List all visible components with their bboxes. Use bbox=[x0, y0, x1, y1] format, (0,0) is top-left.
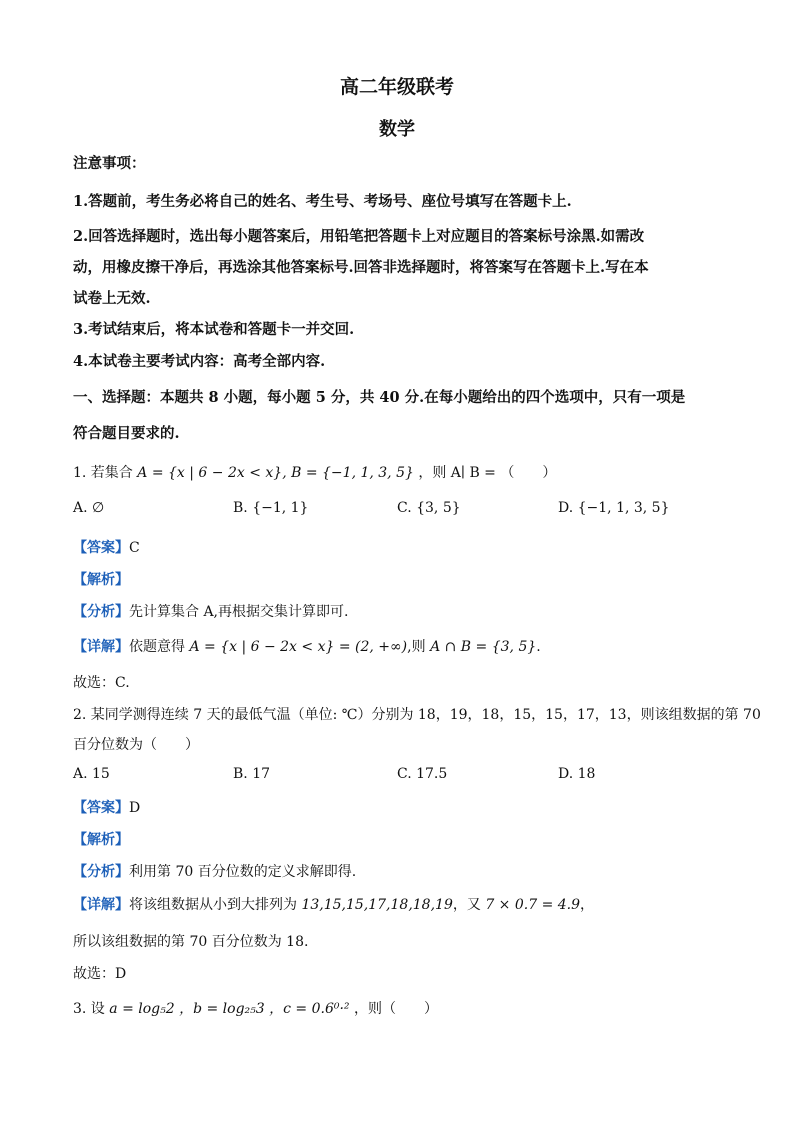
q1-option-a: A. ∅ bbox=[73, 500, 105, 516]
q1-answer bbox=[73, 537, 140, 557]
q1-option-b: B. {−1, 1} bbox=[233, 500, 309, 516]
q1-suffix: ，则 A∣ B = （ ） bbox=[418, 465, 557, 481]
q1-analysis bbox=[73, 569, 129, 589]
notice-2-cont: 动，用橡皮擦干净后，再选涂其他答案标号.回答非选择题时，将答案写在答题卡上.写在本 bbox=[73, 259, 649, 276]
q1-option-d: D. {−1, 1, 3, 5} bbox=[558, 500, 670, 516]
q2-option-b: B. 17 bbox=[233, 766, 271, 782]
q2-fenxi bbox=[73, 861, 356, 881]
q2-analysis bbox=[73, 829, 129, 849]
q2-detail bbox=[73, 894, 594, 914]
question-1 bbox=[73, 462, 556, 482]
q1-analysis-tag: 【解析】 bbox=[73, 572, 129, 588]
q1-detail-end: . bbox=[536, 639, 541, 655]
notice-3: 3.考试结束后，将本试卷和答题卡一并交回. bbox=[73, 321, 355, 338]
q2-option-d: D. 18 bbox=[558, 766, 596, 782]
q2-analysis-tag: 【解析】 bbox=[73, 832, 129, 848]
q1-fenxi bbox=[73, 601, 348, 621]
exam-title: 高二年级联考 bbox=[339, 76, 454, 98]
q2-detail-tag: 【详解】 bbox=[73, 897, 129, 913]
q2-option-c: C. 17.5 bbox=[397, 766, 448, 782]
q2-fenxi-text: 利用第 70 百分位数的定义求解即得. bbox=[129, 864, 357, 880]
q1-detail-math: A = {x | 6 − 2x < x} = (2, +∞) bbox=[189, 639, 408, 655]
q1-detail-prefix: 依题意得 bbox=[129, 639, 185, 655]
q1-prefix: 1. 若集合 bbox=[73, 465, 133, 481]
q1-fenxi-tag: 【分析】 bbox=[73, 604, 129, 620]
q2-answer-tag: 【答案】 bbox=[73, 800, 129, 816]
question-2-line2: 百分位数为（ ） bbox=[73, 737, 199, 753]
question-3 bbox=[73, 998, 438, 1018]
q2-answer bbox=[73, 797, 140, 817]
q1-detail-math2: A ∩ B = {3, 5} bbox=[430, 639, 537, 655]
notice-2-end: 试卷上无效. bbox=[73, 290, 151, 307]
q2-detail-line2: 所以该组数据的第 70 百分位数为 18. bbox=[73, 934, 309, 950]
q2-detail-mid: ，又 bbox=[452, 897, 481, 913]
q1-math: A = {x | 6 − 2x < x}, B = {−1, 1, 3, 5} bbox=[137, 465, 414, 481]
q2-detail-math2: 7 × 0.7 = 4.9 bbox=[485, 897, 581, 913]
q2-option-a: A. 15 bbox=[73, 766, 110, 782]
q2-answer-value: D bbox=[129, 800, 141, 816]
q1-option-c: C. {3, 5} bbox=[397, 500, 461, 516]
exam-subject: 数学 bbox=[379, 119, 415, 140]
q1-answer-value: C bbox=[129, 540, 140, 556]
notice-1: 1.答题前，考生务必将自己的姓名、考生号、考场号、座位号填写在答题卡上. bbox=[73, 193, 572, 210]
q2-detail-math: 13,15,15,17,18,18,19 bbox=[301, 897, 453, 913]
q1-detail-tag: 【详解】 bbox=[73, 639, 129, 655]
q3-math: a = log₅2 ，b = log₂₅3 ，c = 0.6⁰·² bbox=[109, 1001, 350, 1017]
question-2-line1: 2. 某同学测得连续 7 天的最低气温（单位: ℃）分别为 18，19，18，15，15，17，13，则该组数据的第 70 bbox=[73, 707, 761, 723]
q2-detail-prefix: 将该组数据从小到大排列为 bbox=[129, 897, 297, 913]
q1-answer-tag: 【答案】 bbox=[73, 540, 129, 556]
q2-detail-end: ， bbox=[580, 897, 595, 913]
q3-suffix: ，则（ ） bbox=[354, 1001, 438, 1017]
notice-heading: 注意事项： bbox=[73, 155, 146, 172]
notice-2: 2.回答选择题时，选出每小题答案后，用铅笔把答题卡上对应题目的答案标号涂黑.如需改 bbox=[73, 228, 645, 245]
q2-conclusion: 故选：D bbox=[73, 966, 127, 982]
q1-detail-mid: ,则 bbox=[407, 639, 426, 655]
q2-fenxi-tag: 【分析】 bbox=[73, 864, 129, 880]
section-heading-cont: 符合题目要求的. bbox=[73, 425, 180, 442]
notice-4: 4.本试卷主要考试内容：高考全部内容. bbox=[73, 353, 326, 370]
q3-prefix: 3. 设 bbox=[73, 1001, 105, 1017]
q1-detail bbox=[73, 636, 541, 656]
section-heading: 一、选择题：本题共 8 小题，每小题 5 分，共 40 分.在每小题给出的四个选项中，只有一项是 bbox=[73, 389, 686, 406]
q1-conclusion: 故选：C. bbox=[73, 675, 130, 691]
q1-fenxi-text: 先计算集合 A,再根据交集计算即可. bbox=[129, 604, 349, 620]
